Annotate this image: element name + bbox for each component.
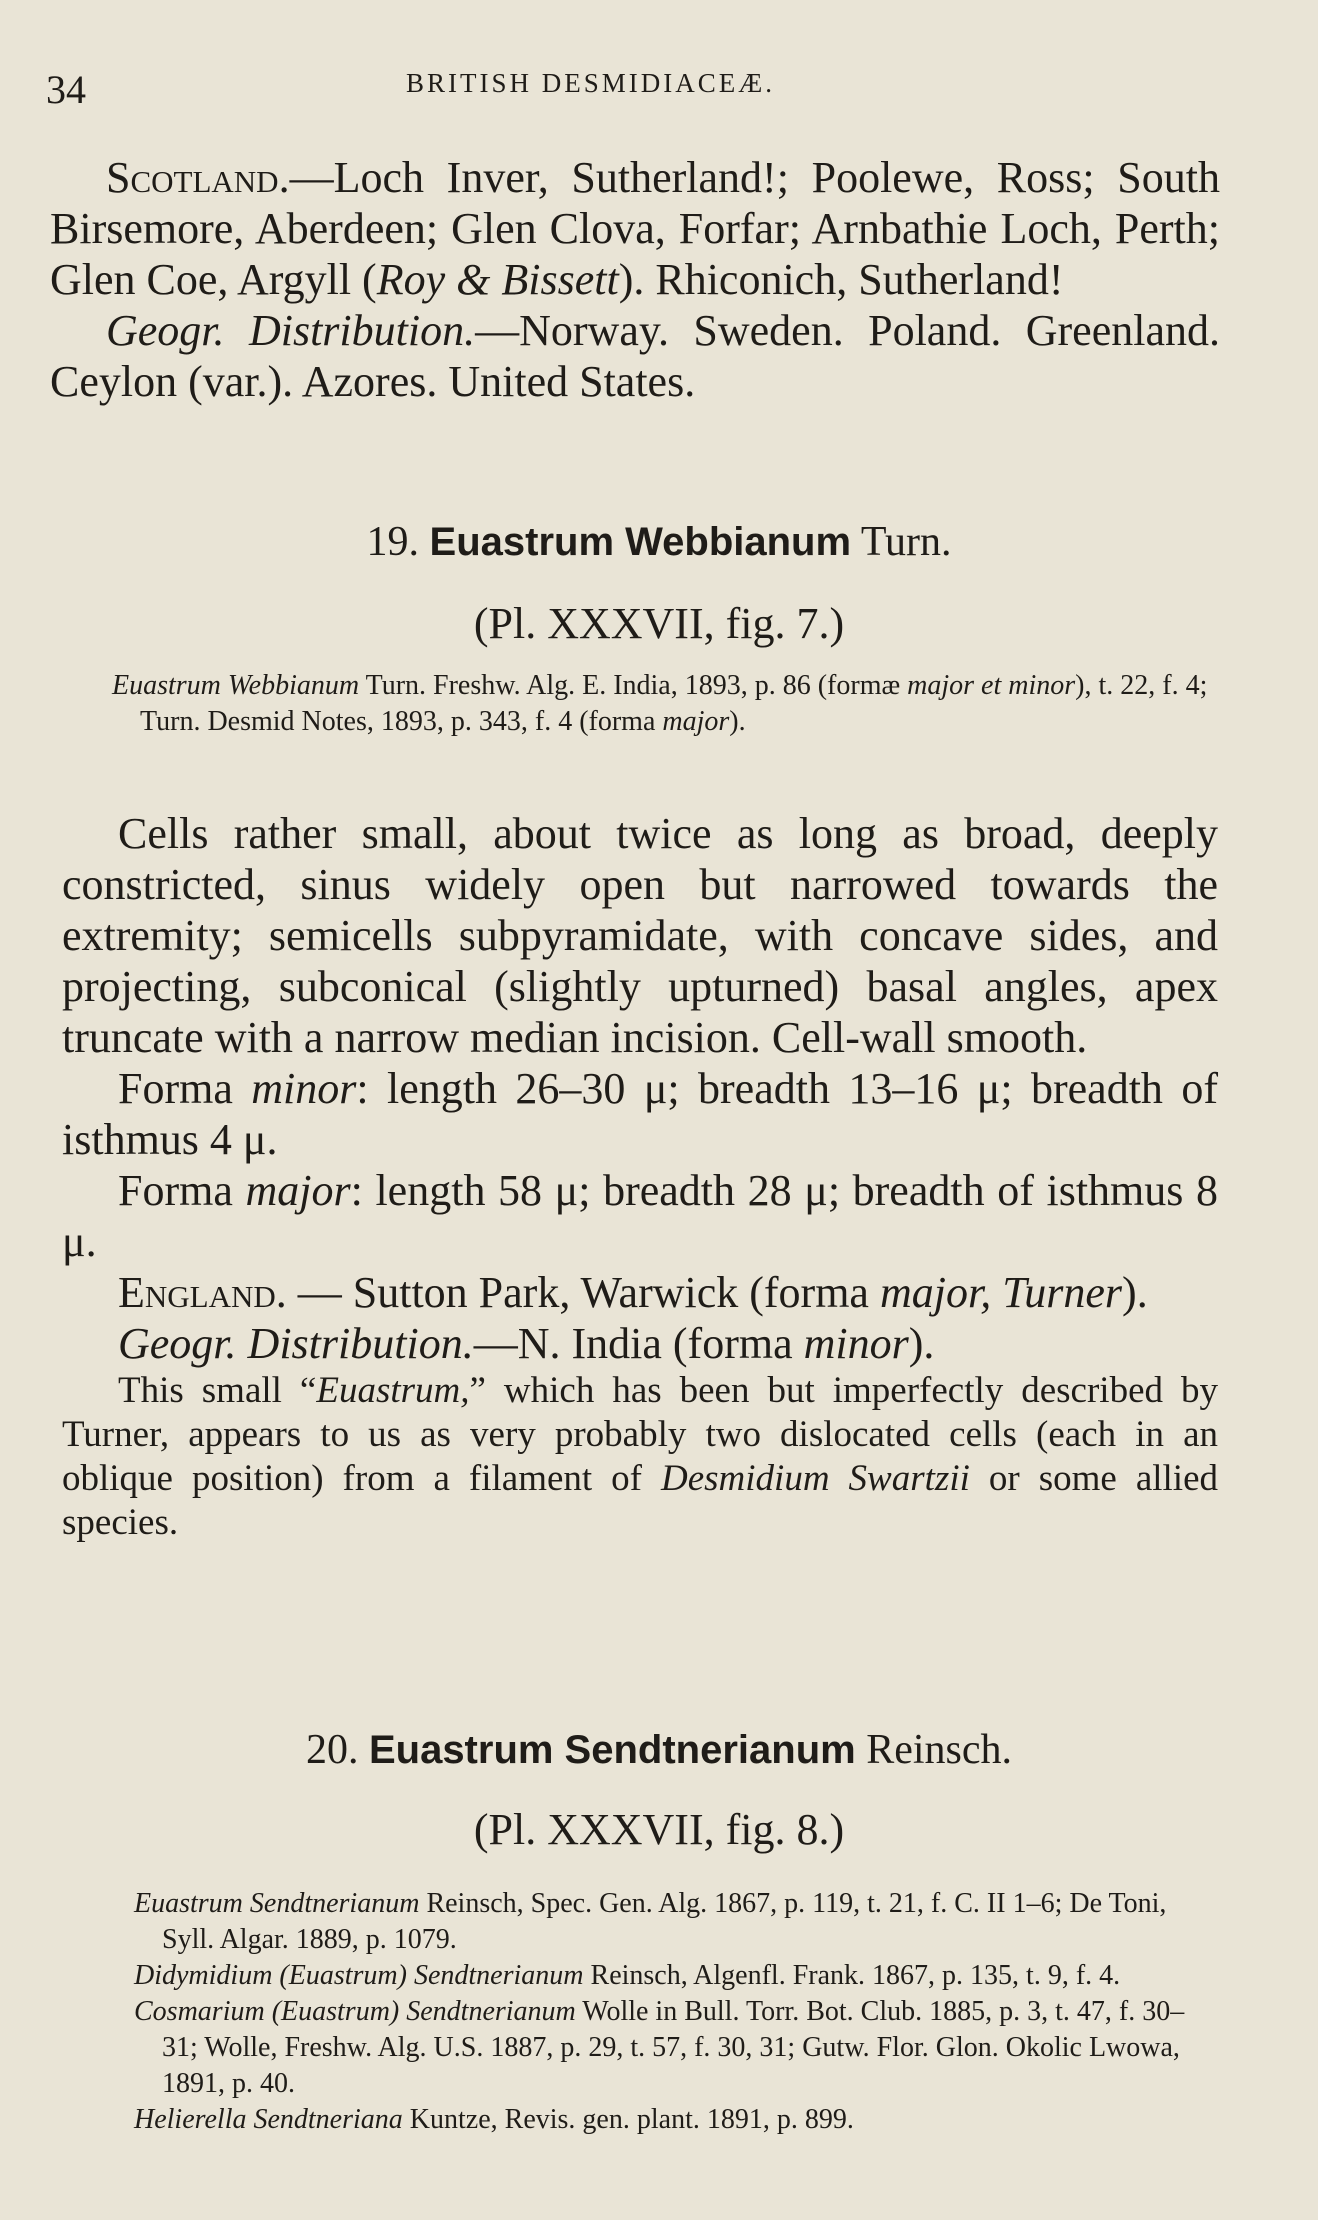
synonym-name: Cosmarium (Euastrum) Sendtnerianum: [134, 1996, 576, 2027]
species-19-plate: (Pl. XXXVII, fig. 7.): [473, 599, 845, 648]
synonym-entry: Cosmarium (Euastrum) Sendtnerianum Wolle in Bull. Torr. Bot. Club. 1885, p. 3, t. 47, f. 30–31; Wolle, Freshw. Alg. U.S. 1887, p. 29, t. 57, f. 30, 31; Gutw. Flor. Glon. Okolic Lwowa, 1891, p. 40.: [134, 1996, 1185, 2099]
england-label: England.: [118, 1268, 287, 1317]
species-19-note: This small “Euastrum,” which has been but imperfectly described by Turner, appears to us as very probably two dislocated cells (each in an oblique position) from a filament of Desmidium Swartzii or some allied species.: [62, 1370, 1219, 1543]
scotland-label: Scotland.: [106, 153, 290, 202]
synonym-entry: Didymidium (Euastrum) Sendtnerianum Reinsch, Algenfl. Frank. 1867, p. 135, t. 9, f. 4.: [134, 1960, 1121, 1991]
species-19-description: Cells rather small, about twice as long as broad, deeply constricted, sinus widely open but narrowed towards the extremity; semicells subpyramidate, with concave sides, and projecting, subconical (slightly upturned) basal angles, apex truncate with a narrow median incision. Cell-wall smooth.: [62, 809, 1218, 1062]
species-20-synonymy: [134, 1886, 1214, 2138]
page-number: 34: [46, 67, 86, 112]
species-20-name: Euastrum Sendtnerianum: [368, 1728, 856, 1772]
geogr-paragraph-1: [50, 305, 1220, 407]
synonym-entry: Euastrum Sendtnerianum Reinsch, Spec. Gen. Alg. 1867, p. 119, t. 21, f. C. II 1–6; De Toni, Syll. Algar. 1889, p. 1079.: [134, 1888, 1167, 1955]
species-20-number: 20.: [305, 1727, 359, 1773]
forma-minor-paragraph: Forma minor: length 26–30 μ; breadth 13–16 μ; breadth of isthmus 4 μ.: [62, 1064, 1218, 1164]
species-20-heading: [0, 1726, 1318, 1774]
forma-major-paragraph: Forma major: length 58 μ; breadth 28 μ; breadth of isthmus 8 μ.: [62, 1166, 1218, 1266]
species-19-body: [62, 808, 1218, 1545]
geogr-label-2: Geogr. Distribution.: [118, 1319, 474, 1368]
england-paragraph: England. — Sutton Park, Warwick (forma major, Turner).: [118, 1268, 1148, 1317]
synonym-name: Euastrum Sendtnerianum: [134, 1888, 420, 1919]
scotland-authority: Roy & Bissett: [376, 255, 619, 304]
synonym-name: Didymidium (Euastrum) Sendtnerianum: [134, 1960, 584, 1991]
species-19-number: 19.: [366, 519, 420, 565]
species-20-author: Reinsch.: [866, 1727, 1013, 1773]
synonym-entry: Helierella Sendtneriana Kuntze, Revis. gen. plant. 1891, p. 899.: [134, 2104, 854, 2135]
geogr-paragraph-2: Geogr. Distribution.—N. India (forma minor).: [118, 1319, 935, 1368]
scotland-section: [50, 152, 1220, 407]
geogr-text-1: —Norway. Sweden. Poland. Greenland. Ceylon (var.). Azores. United States.: [50, 306, 1220, 406]
species-19-heading: [0, 518, 1318, 566]
scotland-text: —Loch Inver, Sutherland!; Poolewe, Ross; South Birsemore, Aberdeen; Glen Clova, Forfar; Arnbathie Loch, Perth; Glen Coe, Argyll (: [50, 153, 1220, 304]
synonym-name: Euastrum Webbianum: [112, 670, 360, 701]
species-19-author: Turn.: [860, 519, 952, 565]
running-head: BRITISH DESMIDIACEÆ.: [406, 68, 776, 98]
page-header: [46, 60, 1226, 120]
species-19-name: Euastrum Webbianum: [429, 520, 852, 564]
scotland-tail: ). Rhiconich, Sutherland!: [618, 255, 1064, 304]
species-19-synonymy: [112, 668, 1212, 740]
scotland-paragraph: [50, 152, 1220, 305]
synonym-name: Helierella Sendtneriana: [134, 2104, 403, 2135]
geogr-label-1: Geogr. Distribution.: [106, 306, 476, 355]
synonym-entry: Euastrum Webbianum Turn. Freshw. Alg. E. India, 1893, p. 86 (formæ major et minor), t. 22, f. 4; Turn. Desmid Notes, 1893, p. 343, f. 4 (forma major).: [112, 670, 1208, 737]
species-20-plate: (Pl. XXXVII, fig. 8.): [473, 1805, 845, 1854]
